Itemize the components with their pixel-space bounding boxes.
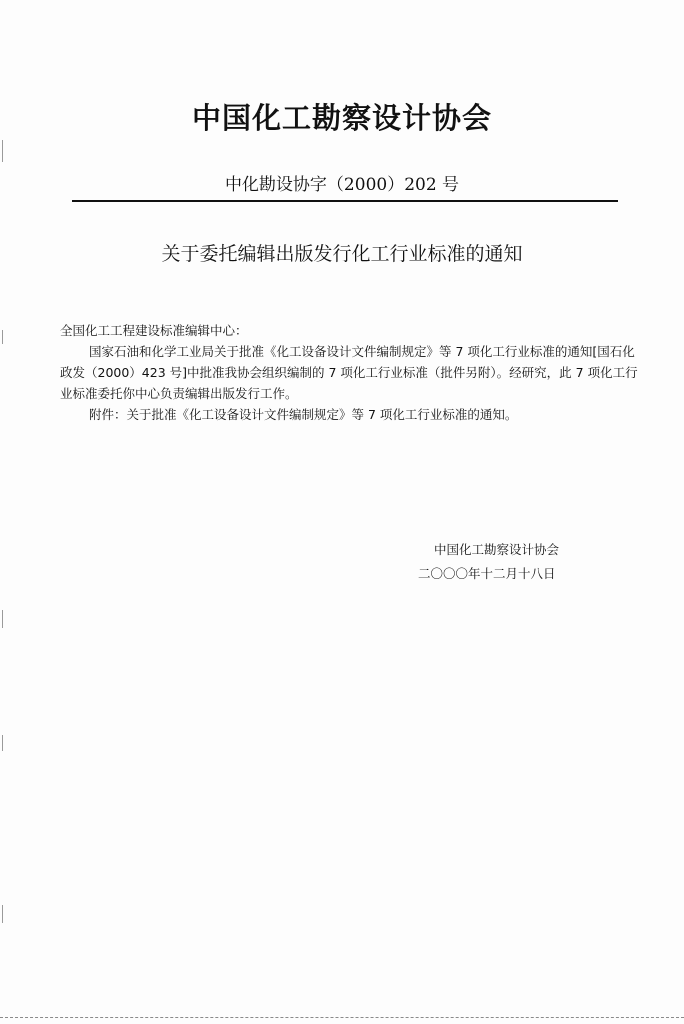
- scan-bottom-edge: [0, 1017, 684, 1018]
- scan-mark: [2, 330, 3, 344]
- scan-mark: [2, 610, 3, 628]
- document-number: 中化勘设协字（2000）202 号: [224, 175, 460, 195]
- salutation: 全国化工工程建设标准编辑中心：: [60, 323, 248, 338]
- issuing-organization-heading: 中国化工勘察设计协会: [191, 101, 492, 135]
- signature-date: 二〇〇〇年十二月十八日: [418, 566, 556, 581]
- scan-mark: [2, 140, 3, 162]
- notice-title: 关于委托编辑出版发行化工行业标准的通知: [161, 243, 523, 265]
- notice-body: [60, 320, 640, 425]
- attachment-note: 附件：关于批准《化工设备设计文件编制规定》等 7 项化工行业标准的通知。: [89, 407, 518, 422]
- body-paragraph: 国家石油和化学工业局关于批准《化工设备设计文件编制规定》等 7 项化工行业标准的通知[国石化政发（2000）423 号]中批准我协会组织编制的 7 项化工行业标准（批件另附）。经研究，此 7 项化工行业标准委托你中心负责编辑出版发行工作。: [60, 344, 638, 401]
- scan-mark: [2, 735, 3, 751]
- header-divider-line: [72, 200, 618, 202]
- signature-organization: 中国化工勘察设计协会: [434, 542, 560, 557]
- scan-mark: [2, 905, 3, 923]
- signature-block: [418, 538, 618, 586]
